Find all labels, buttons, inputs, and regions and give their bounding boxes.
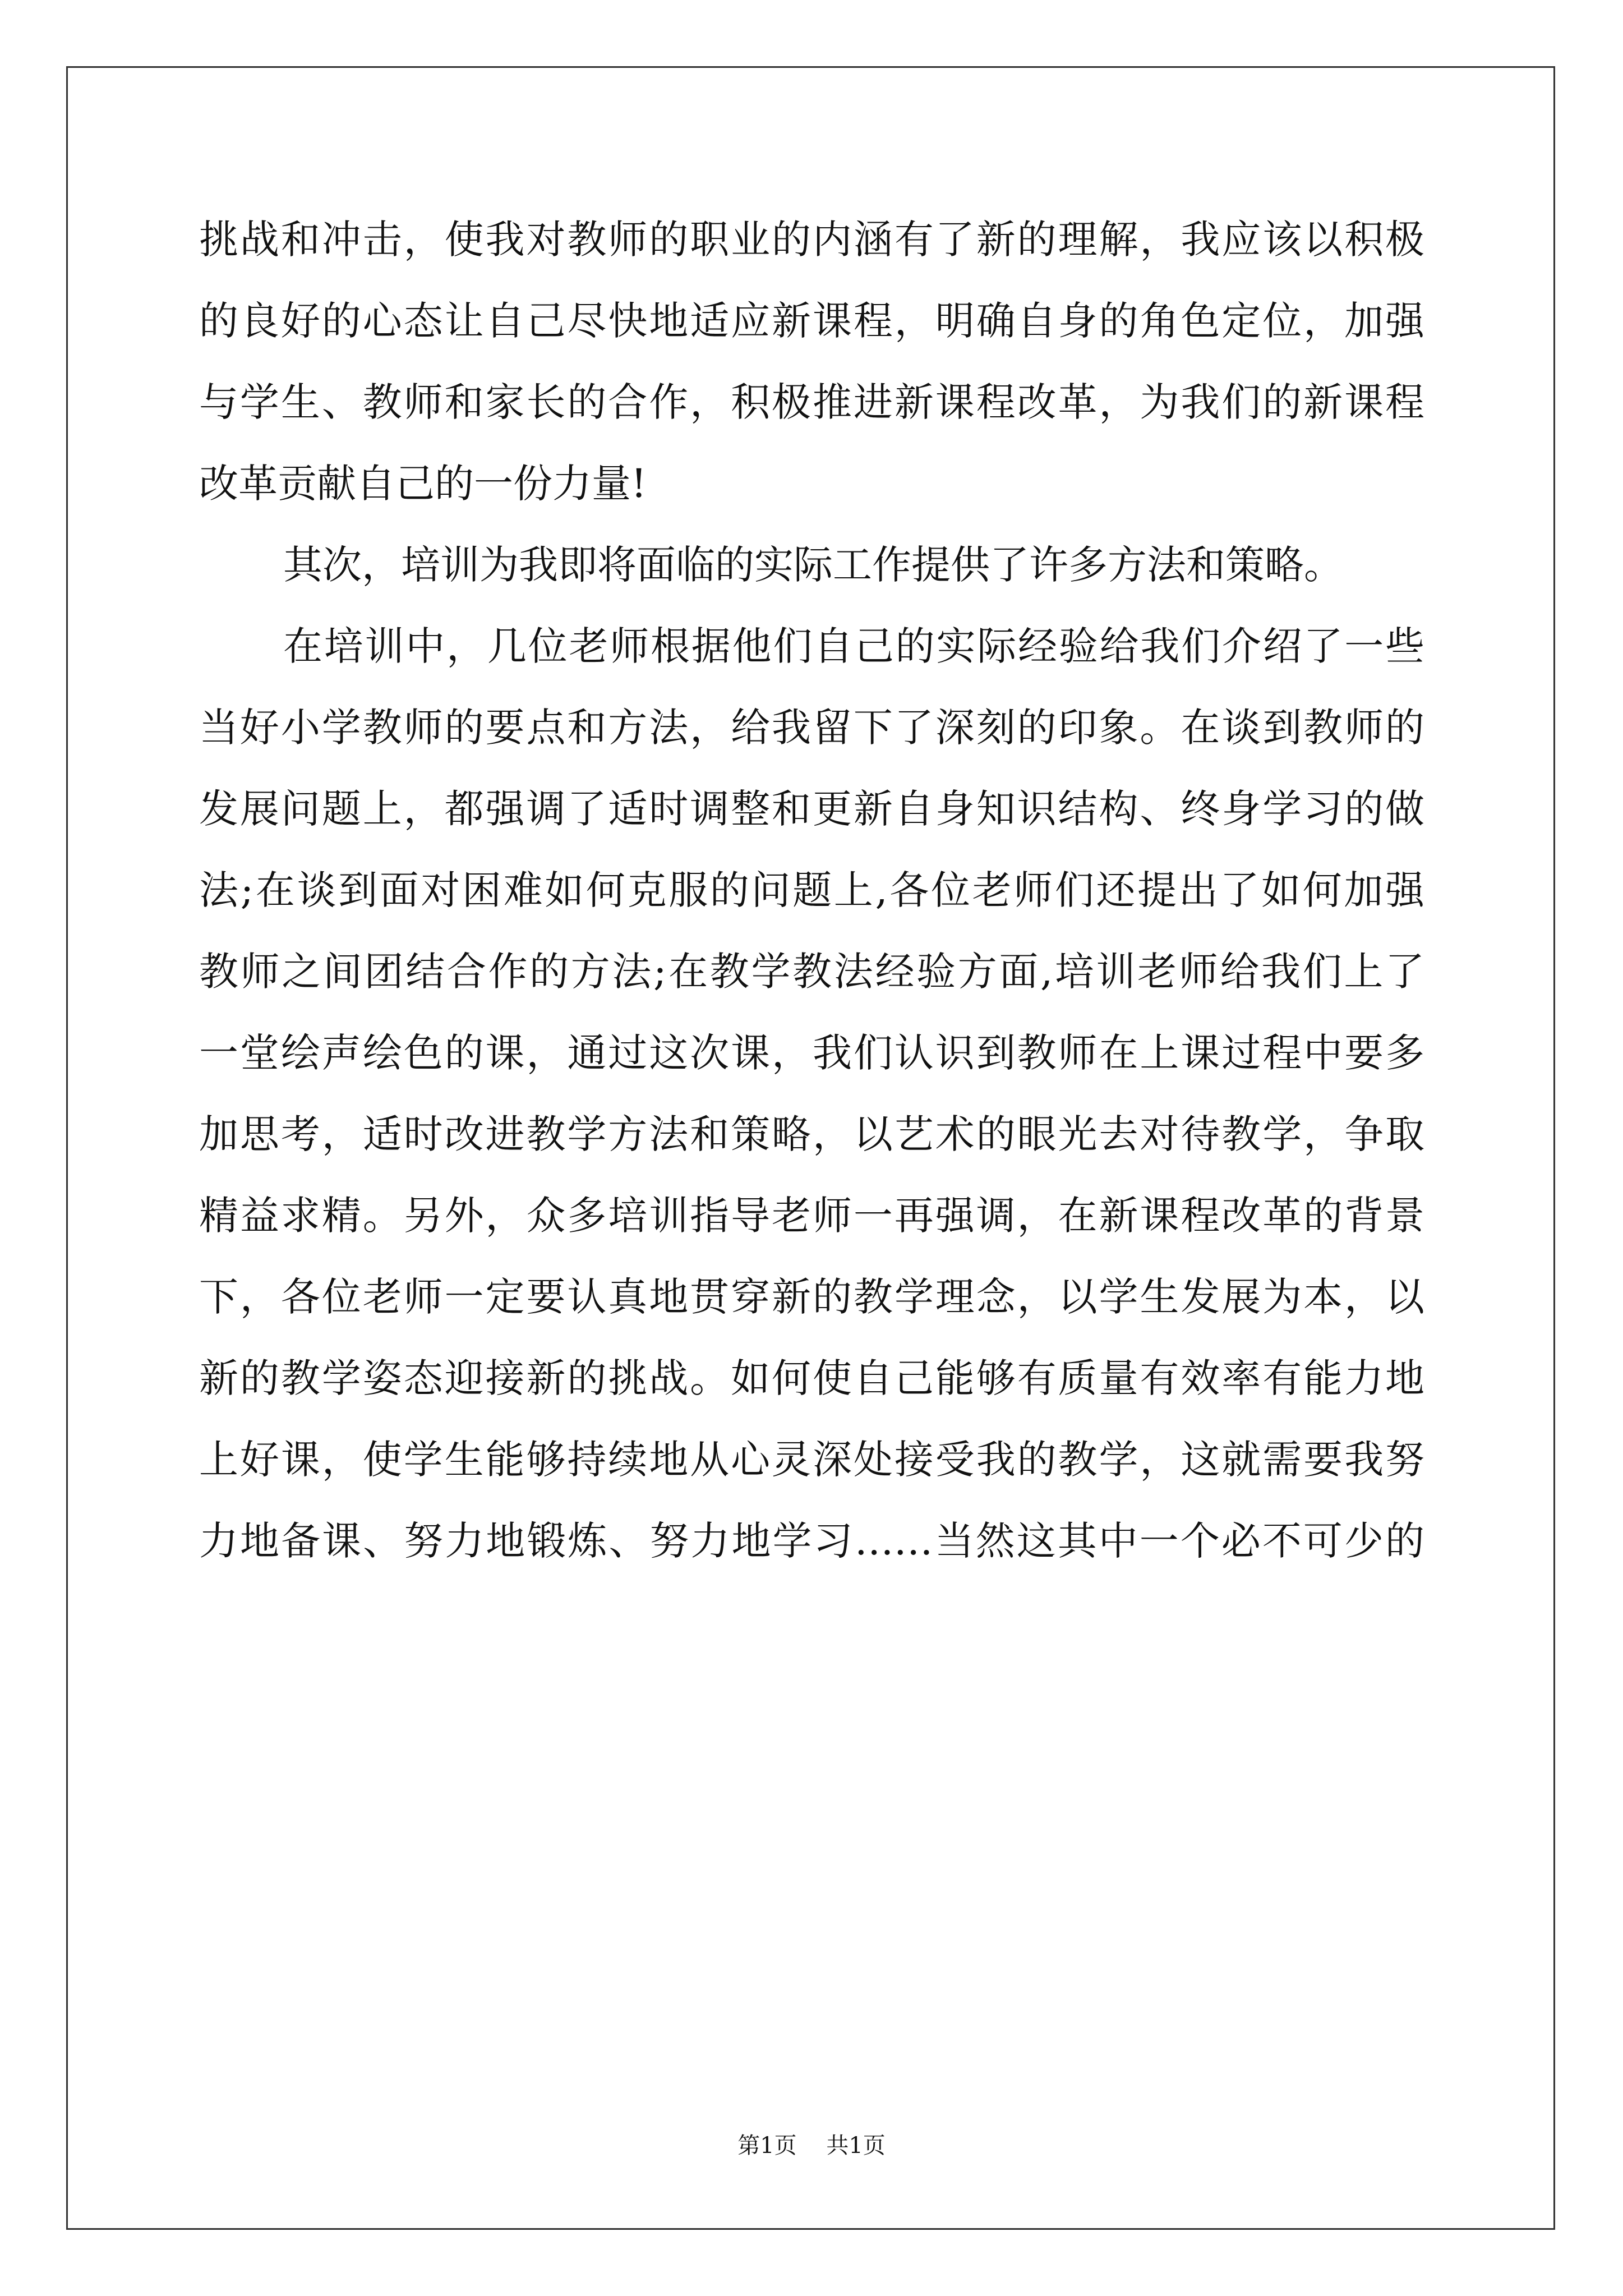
text-line: 与学生、教师和家长的合作，积极推进新课程改革，为我们的新课程 bbox=[199, 379, 1424, 425]
page-total: 共1页 bbox=[826, 2133, 886, 2159]
text-line: 发展问题上，都强调了适时调整和更新自身知识结构、终身学习的做 bbox=[199, 786, 1424, 832]
page-number: 第1页 bbox=[737, 2133, 797, 2159]
text-line: 一堂绘声绘色的课，通过这次课，我们认识到教师在上课过程中要多 bbox=[199, 1030, 1424, 1076]
text-line: 挑战和冲击，使我对教师的职业的内涵有了新的理解，我应该以积极 bbox=[199, 217, 1424, 263]
text-line: 的良好的心态让自己尽快地适应新课程，明确自身的角色定位，加强 bbox=[199, 298, 1424, 344]
document-body bbox=[199, 199, 1424, 1582]
text-line: 新的教学姿态迎接新的挑战。如何使自己能够有质量有效率有能力地 bbox=[199, 1355, 1424, 1401]
text-line: 精益求精。另外，众多培训指导老师一再强调，在新课程改革的背景 bbox=[199, 1193, 1424, 1239]
page-footer bbox=[0, 2129, 1623, 2162]
text-line: 教师之间团结合作的方法;在教学教法经验方面,培训老师给我们上了 bbox=[199, 949, 1424, 995]
text-line: 在培训中，几位老师根据他们自己的实际经验给我们介绍了一些 bbox=[283, 623, 1424, 669]
text-line: 上好课，使学生能够持续地从心灵深处接受我的教学，这就需要我努 bbox=[199, 1437, 1424, 1483]
text-line: 加思考，适时改进教学方法和策略，以艺术的眼光去对待教学，争取 bbox=[199, 1111, 1424, 1157]
text-line: 其次，培训为我即将面临的实际工作提供了许多方法和策略。 bbox=[283, 542, 1343, 588]
text-line: 改革贡献自己的一份力量! bbox=[199, 461, 647, 507]
text-line: 当好小学教师的要点和方法，给我留下了深刻的印象。在谈到教师的 bbox=[199, 705, 1424, 751]
text-line: 下，各位老师一定要认真地贯穿新的教学理念，以学生发展为本，以 bbox=[199, 1274, 1424, 1320]
text-line: 法;在谈到面对困难如何克服的问题上,各位老师们还提出了如何加强 bbox=[199, 867, 1424, 913]
text-line: 力地备课、努力地锻炼、努力地学习……当然这其中一个必不可少的 bbox=[199, 1518, 1424, 1564]
